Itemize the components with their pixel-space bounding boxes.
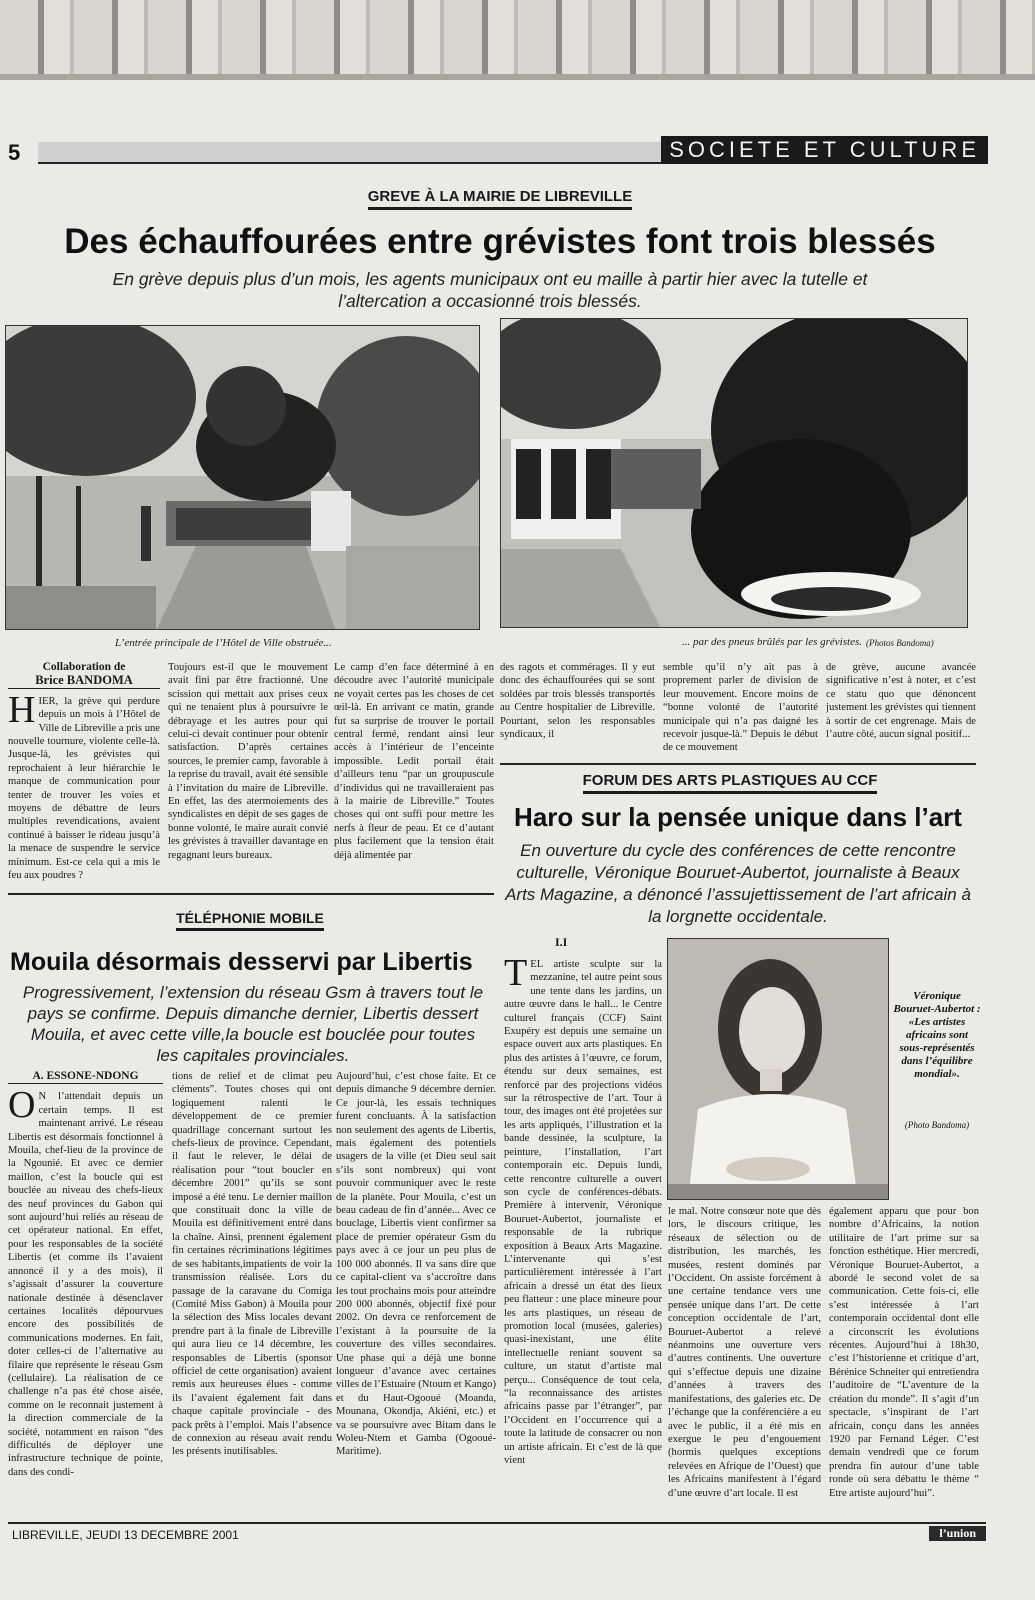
page-number: 5 [8, 140, 21, 165]
photo-city-hall-entrance [5, 325, 480, 630]
main-column-6: de grève, aucune avancée significative n’est à noter, et c’est ce statu quo que dénoncent justement les grévistes qui tiennent à sortir de cet engrenage. Mais de l’autre côté, aucun signal positif... [826, 662, 976, 741]
main-byline-label: Collaboration de [42, 661, 126, 673]
telephony-column-1 [8, 1070, 163, 1520]
main-headline: Des échauffourées entre grévistes font trois blessés [64, 222, 936, 261]
footer-brand: l’union [929, 1526, 986, 1541]
telephony-column-2: tions de relief et de climat peu cléments”. Toutes choses qui ont logiquement ralenti le développement de ce premier quadrillage concernant surtout les chefs-lieux de province. Cependant, il faut le relever, le délai de réalisation pour “tout boucler en décembre 2001” qu’ils se sont imposé a été tenu. Le dernier maillon que constituait donc la ville de Mouila est définitivement entré dans la chaîne. Ainsi, prennent également fin certaines récriminations légitimes de ses habitants,impatients de voir la transmission réalisée. Lors du passage de la caravane du Comiga (Comité Miss Gabon) à Mouila pour la sélection des Miss locales devant prendre part à la finale de Libreville qui aura lieu ce 14 décembre, les responsables de Libertis (sponsor officiel de cette organisation) avaient remis aux heureuses élues - comme ils l’avaient également fait dans chaque capitale provinciale - des pack prêts à l’emploi. Mais l’absence de connexion au réseau avait rendu les présents inutilisables. [172, 1071, 332, 1458]
main-column-4: des ragots et commérages. Il y eut donc des échauffourées qui se sont soldées par trois blessés transportés au Centre hospitalier de Libreville. Pourtant, selon les responsables syndicaux, il [500, 662, 655, 741]
caption-left: L’entrée principale de l’Hôtel de Ville obstruée... [115, 637, 332, 649]
arts-byline: I.I [555, 935, 568, 949]
main-column-2: Toujours est-il que le mouvement avait fini par être fractionné. Une scission qui mettait aux prises ceux qui ne tenaient plus à poursuivre le débrayage et les autres pour qui celui-ci devait continuer pour obtenir satisfaction. D’après certaines sources, le premier camp, favorable à la reprise du travail, avait été sensible à l’invitation du maire de Libreville. En effet, las des atermoiements des syndicalistes en dépit de ses gages de bonne volonté, le maire aurait convié les grévistes à travailler davantage en regagnant leurs bureaux. [168, 662, 328, 861]
telephony-dropcap: O [8, 1084, 36, 1127]
section-rubric-bar [38, 137, 988, 164]
main-column-1 [8, 661, 160, 887]
main-deck: En grève depuis plus d’un mois, les agents municipaux ont eu maille à partir hier avec la tutelle et l’altercation a occasionné trois blessés. [112, 269, 868, 311]
portrait-credit: (Photo Bandoma) [904, 1120, 970, 1130]
portrait-caption: Véronique Bouruet-Aubertot : «Les artistes africains sont sous-représentés dans l’équilibre mondial». [893, 990, 981, 1080]
arts-column-2: le mal. Notre consœur note que dès lors, le discours critique, les réseaux de sélection ou de distribution, les marchés, les musées, restent dominés par l’Occident. On assiste forcément à une certaine tendance vers une pensée unique dans l’art. De cette conception occidentale de l’art, Bouruet-Aubertot a relevé néanmoins une ouverture vers d’autres continents. Une ouverture qui s’effectue depuis une dizaine d’années à travers des manifestations, des galeries etc. De l’échange que la conférencière a eu avec le public, il a été mis en exergue le peu d’engouement (hormis quelques exceptions relevées en Afrique de l’Ouest) que les Africains manifestent à l’égard d’une œuvre d’art locale. Il est [668, 1206, 821, 1499]
main-kicker [300, 188, 700, 210]
arts-text-1: EL artiste sculpte sur la mezzanine, tel autre peint sous une tente dans les jardins, un autre œuvre dans le hall... le Centre culturel français (CCF) Saint Exupéry est depuis une semaine un espace ouvert aux arts plastiques. En plus des artistes à l’œuvre, ce forum, étendu sur deux semaines, est renforcé par des projections vidéos sur la rétrospective de l’art. Tour à tour, des images ont été projetées sur les arts appliqués, l’illustration et la bande dessinée, la sculpture, la peinture, l’installation, l’art contemporain etc. Depuis lundi, cette rencontre culturelle a ouvert son cycle de conférences-débats. Première à intervenir, Véronique Bouruet-Aubertot, journaliste et responsable de la rubrique exposition à Beaux Arts Magazine. L’intervenante qui s’est particulièrement intéressée à l’art africain a dressé un état des lieux peu flatteur : une place mineure pour les arts plastiques, un réseau de promotion local (musées, galeries) quasi-inexistant, une élite intellectuelle reniant souvent sa culture, un statut d’artiste mal perçu... Conséquence de tout cela, “la reconnaissance des artistes africains passe par l’étranger”, par l’Occident en l’occurrence qui a toute la latitude de consacrer ou non un artiste africain. Et c’est de là que vient [504, 959, 662, 1467]
caption-right: ... par des pneus brûlés par les grévistes. [682, 636, 862, 648]
photo-burning-tires [500, 318, 968, 628]
telephony-column-3: Aujourd’hui, c’est chose faite. Et ce depuis dimanche 9 décembre dernier. Ce jour-là, les essais techniques furent concluants. À la satisfaction non seulement des agents de Libertis, mais également des potentiels usagers de la ville (et Dieu seul sait s’ils sont nombreux) qui vont pouvoir communiquer avec le reste de la planète. Pour Mouila, c’est un beau cadeau de fin d’année... Avec ce bouclage, Libertis vient confirmer sa place de premier opérateur Gsm du pays avec à ce jour un peu plus de 100 000 abonnés. Il va sans dire que ce capital-client va s’accroître dans les tout prochains mois pour atteindre 200 000 abonnés, objectif fixé pour 2002. On devra ce renforcement de l’existant à la poursuite de la couverture des villes secondaires. Une phase qui a déjà une bonne longueur d’avance avec certaines villes de l’Estuaire (Ntoum et Kango) et du Haut-Ogooué (Moanda, Mounana, Okondja, Akiéni, etc.) et va se poursuivre avec Bitam dans le Woleu-Ntem et Gamba (Ogooué-Maritime). [336, 1071, 496, 1458]
main-kicker-text: GREVE À LA MAIRIE DE LIBREVILLE [368, 188, 632, 210]
main-column-3: Le camp d’en face déterminé à en découdre avec l’autorité municipale ne voyait certes pas les choses de cet œil-là. En arrivant ce matin, grande fut sa surprise de trouver le portail central fermé, rendant ainsi leur accès à l’intérieur de l’enceinte impossible. Ledit portail était d’ailleurs tenu “par un groupuscule d’individus qui ne travailleraient pas à la mairie de Libreville.” Toutes choses qui ont suffi pour mettre les nerfs à fleur de peau. Et ce d’autant plus facilement que la tension était déjà alimentée par [334, 662, 494, 861]
arts-kicker-text: FORUM DES ARTS PLASTIQUES AU CCF [583, 772, 878, 794]
telephony-byline: A. ESSONE-NDONG [8, 1070, 163, 1084]
page-footer [8, 1522, 986, 1542]
main-text-1: IER, la grève qui perdure depuis un mois à l’Hôtel de Ville de Libreville a pris une nouvelle tournure, violente celle-là. Jusque-là, les grévistes qui reprochaient à leur hiérarchie le manque de communication pour tenter de trouver les voies et moyens de débattre de leurs multiples revendications, avaient continué à baisser le rideau jusqu’à la menace de suspendre le service minimum. Est-ce cela qui a mis le feu aux poudres ? [8, 695, 160, 882]
arts-column-3: également apparu que pour bon nombre d’Africains, la notion utilitaire de l’art prime sur sa fonction esthétique. Hier mercredi, Véronique Bouruet-Aubertot, a abordé le second volet de sa communication. Cette fois-ci, elle s’est intéressée à l’art contemporain occidental dont elle a circonscrit les évolutions récentes. Aujourd’hui à 18h30, c’est l’historienne et critique d’art, Bérénice Schneiter qui entretiendra l’auditoire de “L’aventure de la création du monde”. Il s’agit d’un spectacle, s’inspirant de l’art africain, conçu dans les années 1920 par Fernand Léger. C’est demain vendredi que ce forum prendra fin autour d’une table ronde où sera débattu le thème “ Etre artiste aujourd’hui”. [829, 1206, 979, 1499]
main-column-5: semble qu’il n’y ait pas à proprement parler de division de leur mouvement. Encore moins de “bonne volonté de l’autorité municipale qui n’a pas daigné les recevoir jusque-là.” Depuis le début de ce mouvement [663, 662, 818, 754]
arts-column-1 [504, 958, 662, 1518]
telephony-deck: Progressivement, l’extension du réseau Gsm à travers tout le pays se confirme. Depuis dimanche dernier, Libertis dessert Mouila, et avec cette ville,la boucle est bouclée pour toutes les capitales provinciales. [22, 983, 484, 1065]
telephony-text-1: N l’attendait depuis un certain temps. Il est maintenant arrivé. Le réseau Libertis est désormais fonctionnel à Mouila, chef-lieu de la province de la Ngounié. Et avec ce dernier maillon, c’est la boucle qui est bouclée au niveau des chefs-lieux des neuf provinces du Gabon qui sont aujourd’hui reliés au réseau de cet opérateur national. En effet, pour les responsables de la société Libertis (et comme ils l’avaient annoncé il y a des mois), il s’agissait d’assurer la couverture nationale destinée à désenclaver certaines localités dépourvues encore des possibilités de communications modernes. En fait, doter celles-ci de l’alternative au filaire que représente le réseau Gsm (cellulaire). La réalisation de ce challenge n’a pas été chose aisée, comme on le reconnait justement à la direction commerciale de la société, notamment en raison “des difficultés de déployer une infrastructure technique de pointe, dans des condi- [8, 1091, 163, 1478]
photo-portrait [667, 938, 889, 1200]
arts-kicker [560, 772, 900, 794]
footer-dateline: LIBREVILLE, JEUDI 13 DECEMBRE 2001 [12, 1528, 239, 1542]
arts-headline: Haro sur la pensée unique dans l’art [514, 802, 962, 832]
main-dropcap: H [8, 688, 36, 731]
telephony-kicker-text: TÉLÉPHONIE MOBILE [176, 910, 324, 931]
arts-deck: En ouverture du cycle des conférences de cette rencontre culturelle, Véronique Bouruet-Aubertot, journaliste à Beaux Arts Magazine, a dénoncé l’assujettissement de l’art africain à la lorgnette occidentale. [505, 841, 971, 926]
main-byline-name: Brice BANDOMA [8, 674, 160, 688]
divider-telephony [8, 893, 494, 895]
divider-arts [500, 763, 976, 765]
photo-credit: (Photos Bandoma) [866, 638, 934, 648]
telephony-headline: Mouila désormais desservi par Libertis [10, 948, 473, 976]
arts-dropcap: T [504, 958, 528, 994]
section-title: SOCIETE ET CULTURE [661, 136, 988, 164]
scan-background-strip [0, 0, 1035, 80]
telephony-kicker [150, 910, 350, 931]
